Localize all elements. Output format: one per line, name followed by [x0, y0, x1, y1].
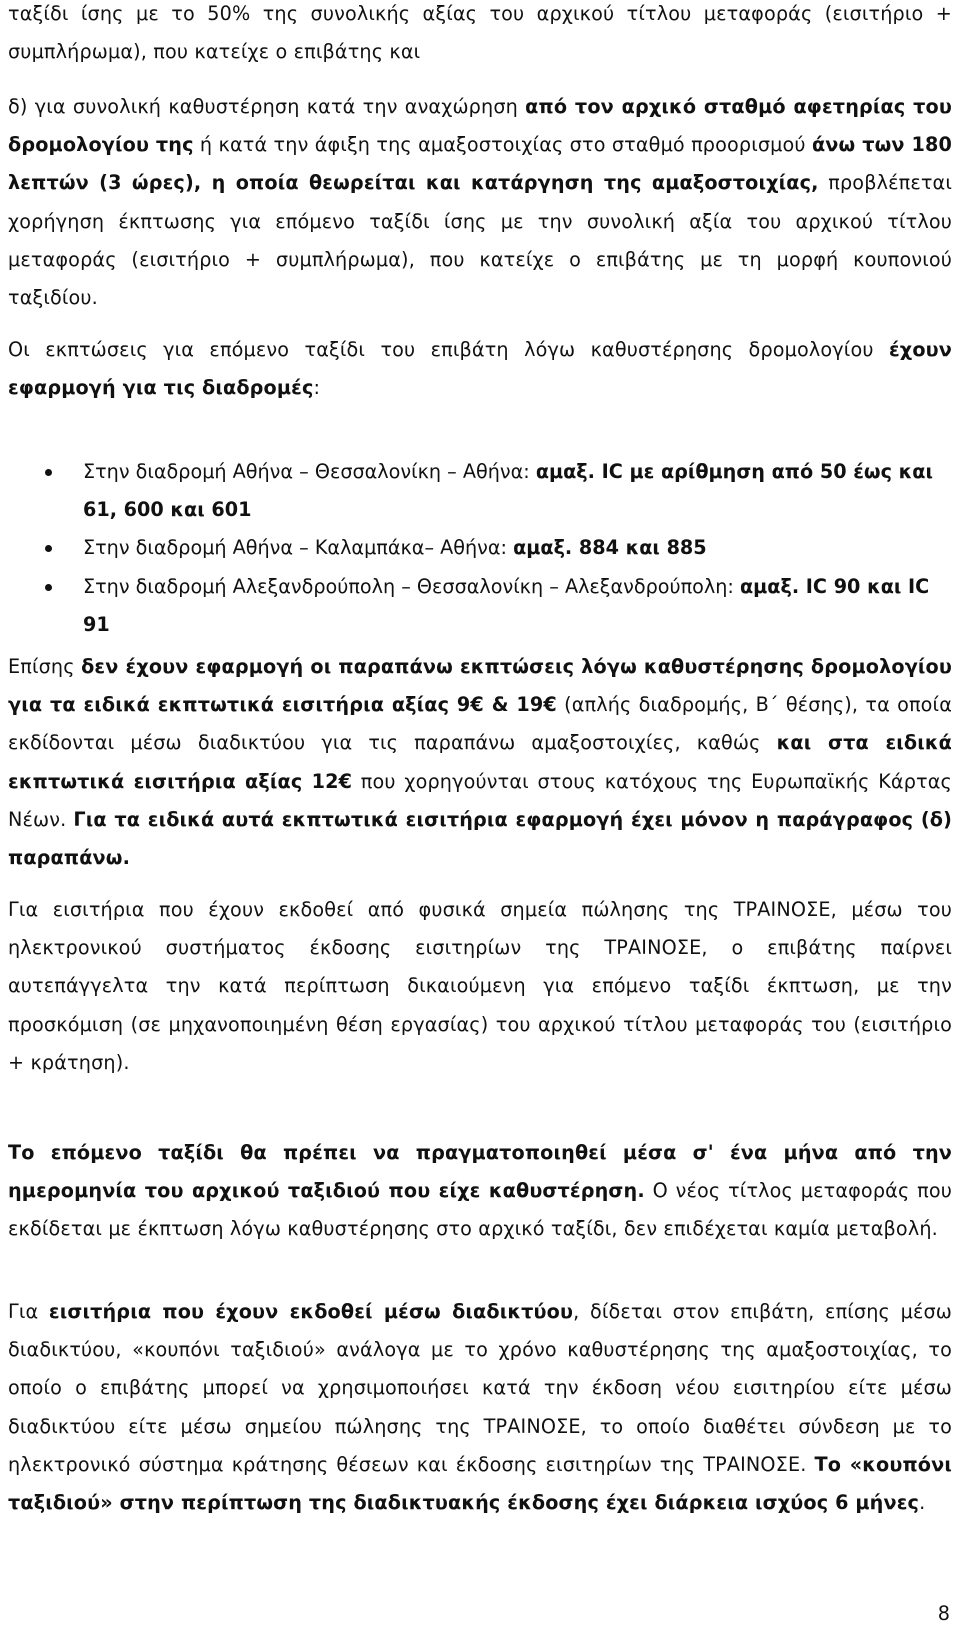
paragraph-text: που χορηγούνται στους κατόχους της Ευρωπαϊκής Κάρτας Νέων. [8, 769, 952, 831]
list-item-text: Στην διαδρομή Αλεξανδρούπολη – Θεσσαλονίκη – Αλεξανδρούπολη: [83, 574, 740, 598]
paragraph-text: Οι εκπτώσεις για επόμενο ταξίδι του επιβάτη λόγω καθυστέρησης δρομολογίου [8, 338, 889, 361]
list-item [8, 568, 952, 644]
paragraph-text: Επίσης [8, 655, 82, 678]
paragraph-text: δ) για συνολική καθυστέρηση κατά την αναχώρηση [8, 95, 526, 118]
list-item-bold-text: αμαξ. IC με αρίθμηση από 50 έως και 61, 600 και 601 [83, 460, 933, 522]
paragraph-bold-text: Το επόμενο ταξίδι θα πρέπει να πραγματοποιηθεί μέσα σ' ένα μήνα από την ημερομηνία του αρχικού ταξιδιού που είχε καθυστέρηση. [8, 1141, 952, 1203]
paragraph-bold-text: έχουν εφαρμογή για τις διαδρομές [8, 338, 952, 400]
paragraph-continuation [8, 0, 952, 71]
paragraph-bold-text: από τον αρχικό σταθμό αφετηρίας του δρομολογίου της [8, 95, 952, 157]
paragraph-bold-text: εισιτήρια που έχουν εκδοθεί μέσω διαδικτύου [48, 1300, 574, 1323]
paragraph-bold-text: δεν έχουν εφαρμογή οι παραπάνω εκπτώσεις λόγω καθυστέρησης δρομολογίου για τα ειδικά εκπτωτικά εισιτήρια αξίας 9€ & 19€ [8, 655, 952, 717]
paragraph-next-trip [8, 1134, 952, 1249]
paragraph-physical-tickets [8, 891, 952, 1082]
list-item-bold-text: αμαξ. 884 και 885 [513, 536, 707, 560]
paragraph-text: , δίδεται στον επιβάτη, επίσης μέσω διαδικτύου, «κουπόνι ταξιδιού» ανάλογα με το χρόνο καθυστέρησης της αμαξοστοιχίας, το οποίο ο επιβάτης μπορεί να χρησιμοποιήσει κατά την έκδοση νέου εισιτηρίου είτε μέσω διαδικτύου είτε μέσω σημείου πώλησης της ΤΡΑΙΝΟΣΕ, το οποίο διαθέτει σύνδεση με το ηλεκτρονικό σύστημα κράτησης θέσεων και έκδοσης εισιτηρίων της ΤΡΑΙΝΟΣΕ. [8, 1300, 952, 1476]
paragraph-text: προβλέπεται χορήγηση έκπτωσης για επόμενο ταξίδι ίσης με την συνολική αξία του αρχικού τίτλου μεταφοράς (εισιτήριο + συμπλήρωμα), που κατείχε ο επιβάτης με τη μορφή κουπονιού ταξιδίου. [8, 171, 952, 310]
paragraph-online-tickets [8, 1293, 952, 1522]
paragraph-bold-text: άνω των 180 λεπτών (3 ώρες), η οποία θεωρείται και κατάργηση της αμαξοστοιχίας, [8, 133, 953, 195]
paragraph-text: (απλής διαδρομής, Β΄ θέσης), τα οποία εκδίδονται μέσω διαδικτύου για τις παραπάνω αμαξοστοιχίες, καθώς [8, 693, 952, 755]
paragraph-bold-text: και στα ειδικά εκπτωτικά εισιτήρια αξίας 12€ [8, 731, 953, 793]
list-item [8, 529, 952, 567]
paragraph-text: . [919, 1491, 926, 1515]
paragraph-text: ή κατά την άφιξη της αμαξοστοιχίας στο σταθμό προορισμού [193, 133, 812, 157]
paragraph-text: ταξίδι ίσης με το 50% της συνολικής αξίας του αρχικού τίτλου μεταφοράς (εισιτήριο + συμπλήρωμα), που κατείχε ο επιβάτης και [8, 2, 952, 64]
paragraph-delay-180 [8, 88, 952, 317]
routes-list [8, 453, 952, 644]
paragraph-text: Ο νέος τίτλος μεταφοράς που εκδίδεται με έκπτωση λόγω καθυστέρησης στο αρχικό ταξίδι, δεν επιδέχεται καμία μεταβολή. [8, 1179, 952, 1241]
paragraph-text: Για εισιτήρια που έχουν εκδοθεί από φυσικά σημεία πώλησης της ΤΡΑΙΝΟΣΕ, μέσω του ηλεκτρονικού συστήματος έκδοσης εισιτηρίων της ΤΡΑΙΝΟΣΕ, ο επιβάτης παίρνει αυτεπάγγελτα την κατά περίπτωση δικαιούμενη για επόμενο ταξίδι έκπτωση, με την προσκόμιση (σε μηχανοποιημένη θέση εργασίας) του αρχικού τίτλου μεταφοράς του (εισιτήριο + κράτηση). [8, 898, 952, 1074]
list-item-bold-text: αμαξ. IC 90 και IC 91 [83, 574, 930, 636]
bullet-icon [45, 545, 52, 552]
paragraph-applicable-routes [8, 331, 952, 407]
list-item-text: Στην διαδρομή Αθήνα – Θεσσαλονίκη – Αθήνα: [83, 460, 536, 483]
bullet-icon [45, 469, 52, 476]
paragraph-text: : [313, 376, 321, 400]
page-number: 8 [937, 1602, 950, 1625]
paragraph-exceptions [8, 648, 952, 877]
paragraph-bold-text: Για τα ειδικά αυτά εκπτωτικά εισιτήρια εφαρμογή έχει μόνον η παράγραφος (δ) παραπάνω. [8, 807, 952, 870]
bullet-icon [45, 584, 52, 591]
paragraph-text: Για [8, 1300, 49, 1323]
list-item [8, 453, 952, 529]
list-item-text: Στην διαδρομή Αθήνα – Καλαμπάκα– Αθήνα: [83, 536, 514, 560]
paragraph-bold-text: Το «κουπόνι ταξιδιού» στην περίπτωση της διαδικτυακής έκδοσης έχει διάρκεια ισχύος 6 μήνες [8, 1452, 952, 1515]
